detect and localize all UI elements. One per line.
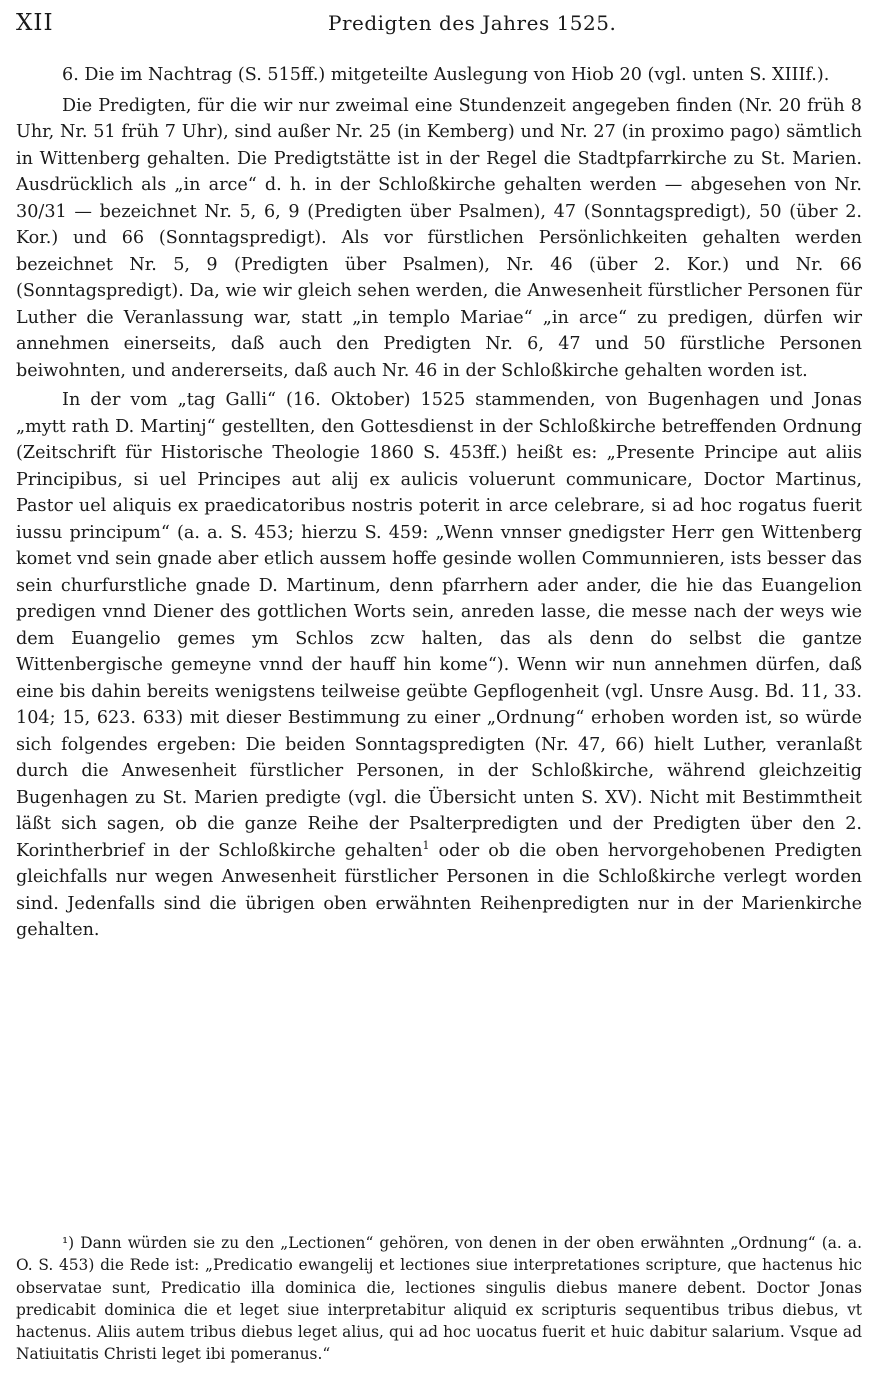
page-header (16, 10, 860, 40)
running-title: Predigten des Jahres 1525. (328, 11, 617, 35)
paragraph-ordnung-text: In der vom „tag Galli“ (16. Oktober) 1525 stammenden, von Bugenhagen und Jonas „mytt rath D. Martinj“ gestellten, den Gottesdienst in der Schloßkirche betreffenden Ordnung (Zeitschrift für Historische Theologie 1860 S. 453ff.) heißt es: „Presente Principe aut aliis Principibus, si uel Principes aut alij ex aulicis voluerunt communicare, Doctor Martinus, Pastor uel aliquis ex praedicatoribus nostris poterit in arce celebrare, si ad hoc rogatus fuerit iussu principum“ (a. a. S. 453; hierzu S. 459: „Wenn vnnser gnedigster Herr gen Wittenberg komet vnd sein gnade aber etlich aussem hoffe gesinde wollen Communnieren, ists besser das sein churfurstliche gnade D. Martinum, denn pfarrhern ader ander, die hie das Euangelion predigen vnnd Diener des gottlichen Worts sein, anreden lasse, die messe nach der weys wie dem Euangelio gemes ym Schlos zcw halten, das als denn do selbst die gantze Wittenbergische gemeyne vnnd der hauff hin kome“). Wenn wir nun annehmen dürfen, daß eine bis dahin bereits wenigstens teilweise geübte Gepflogenheit (vgl. Unsre Ausg. Bd. 11, 33. 104; 15, 623. 633) mit dieser Bestimmung zu einer „Ordnung“ erhoben worden ist, so würde sich folgendes ergeben: Die beiden Sonntagspredigten (Nr. 47, 66) hielt Luther, veranlaßt durch die Anwesenheit fürstlicher Personen, in der Schloßkirche, während gleichzeitig Bugenhagen zu St. Marien predigte (vgl. die Übersicht unten S. XV). Nicht mit Bestimmtheit läßt sich sagen, ob die ganze Reihe der Psalterpredigten und der Predigten über den 2. Korintherbrief in der Schloßkirche gehalten (16, 390, 862, 861)
paragraph-ordnung-continuation: oder ob die oben hervorgehobenen Predigten gleichfalls nur wegen Anwesenheit fürstlicher Personen in die Schloßkirche verlegt worden sind. Jedenfalls sind die übrigen oben erwähnten Reihenpredigten nur in der Marienkirche gehalten. (16, 840, 862, 940)
paragraph-ordnung (16, 387, 862, 944)
footnote (16, 1232, 862, 1366)
footnote-area (16, 1232, 862, 1366)
footnote-reference: 1 (422, 838, 430, 852)
footnote-marker: ¹) (62, 1234, 75, 1252)
body-text (16, 62, 862, 947)
paragraph-item-6: 6. Die im Nachtrag (S. 515ff.) mitgeteilte Auslegung von Hiob 20 (vgl. unten S. XIIIf.). (62, 65, 830, 85)
page-number: XII (16, 10, 54, 36)
paragraph-preaching-locations: Die Predigten, für die wir nur zweimal eine Stundenzeit angegeben finden (Nr. 20 früh 8 Uhr, Nr. 51 früh 7 Uhr), sind außer Nr. 25 (in Kemberg) und Nr. 27 (in proximo pago) sämtlich in Wittenberg gehalten. Die Predigtstätte ist in der Regel die Stadtpfarrkirche zu St. Marien. Ausdrücklich als „in arce“ d. h. in der Schloßkirche gehalten werden — abgesehen von Nr. 30/31 — bezeichnet Nr. 5, 6, 9 (Predigten über Psalmen), 47 (Sonntagspredigt), 50 (über 2. Kor.) und 66 (Sonntagspredigt). Als vor fürstlichen Persönlichkeiten gehalten werden bezeichnet Nr. 5, 9 (Predigten über Psalmen), Nr. 46 (über 2. Kor.) und Nr. 66 (Sonntagspredigt). Da, wie wir gleich sehen werden, die Anwesenheit fürstlicher Personen für Luther die Veranlassung war, statt „in templo Mariae“ „in arce“ zu predigen, dürfen wir annehmen einerseits, daß auch den Predigten Nr. 6, 47 und 50 fürstliche Personen beiwohnten, und andererseits, daß auch Nr. 46 in der Schloßkirche gehalten worden ist. (16, 95, 862, 381)
footnote-text: Dann würden sie zu den „Lectionen“ gehören, von denen in der oben erwähnten „Ordnung“ (a. a. O. S. 453) die Rede ist: „Predicatio ewangelij et lectiones siue interpretationes scripture, que hactenus hic observatae sunt, Predicatio illa dominica die, lectiones singulis diebus manere debent. Doctor Jonas predicabit dominica die et leget siue interpretabitur aliquid ex scripturis sequentibus tribus diebus, vt hactenus. Aliis autem tribus diebus leget alius, qui ad hoc uocatus fuerit et huic dabitur salarium. Vsque ad Natiuitatis Christi leget ibi pomeranus.“ (16, 1234, 862, 1364)
